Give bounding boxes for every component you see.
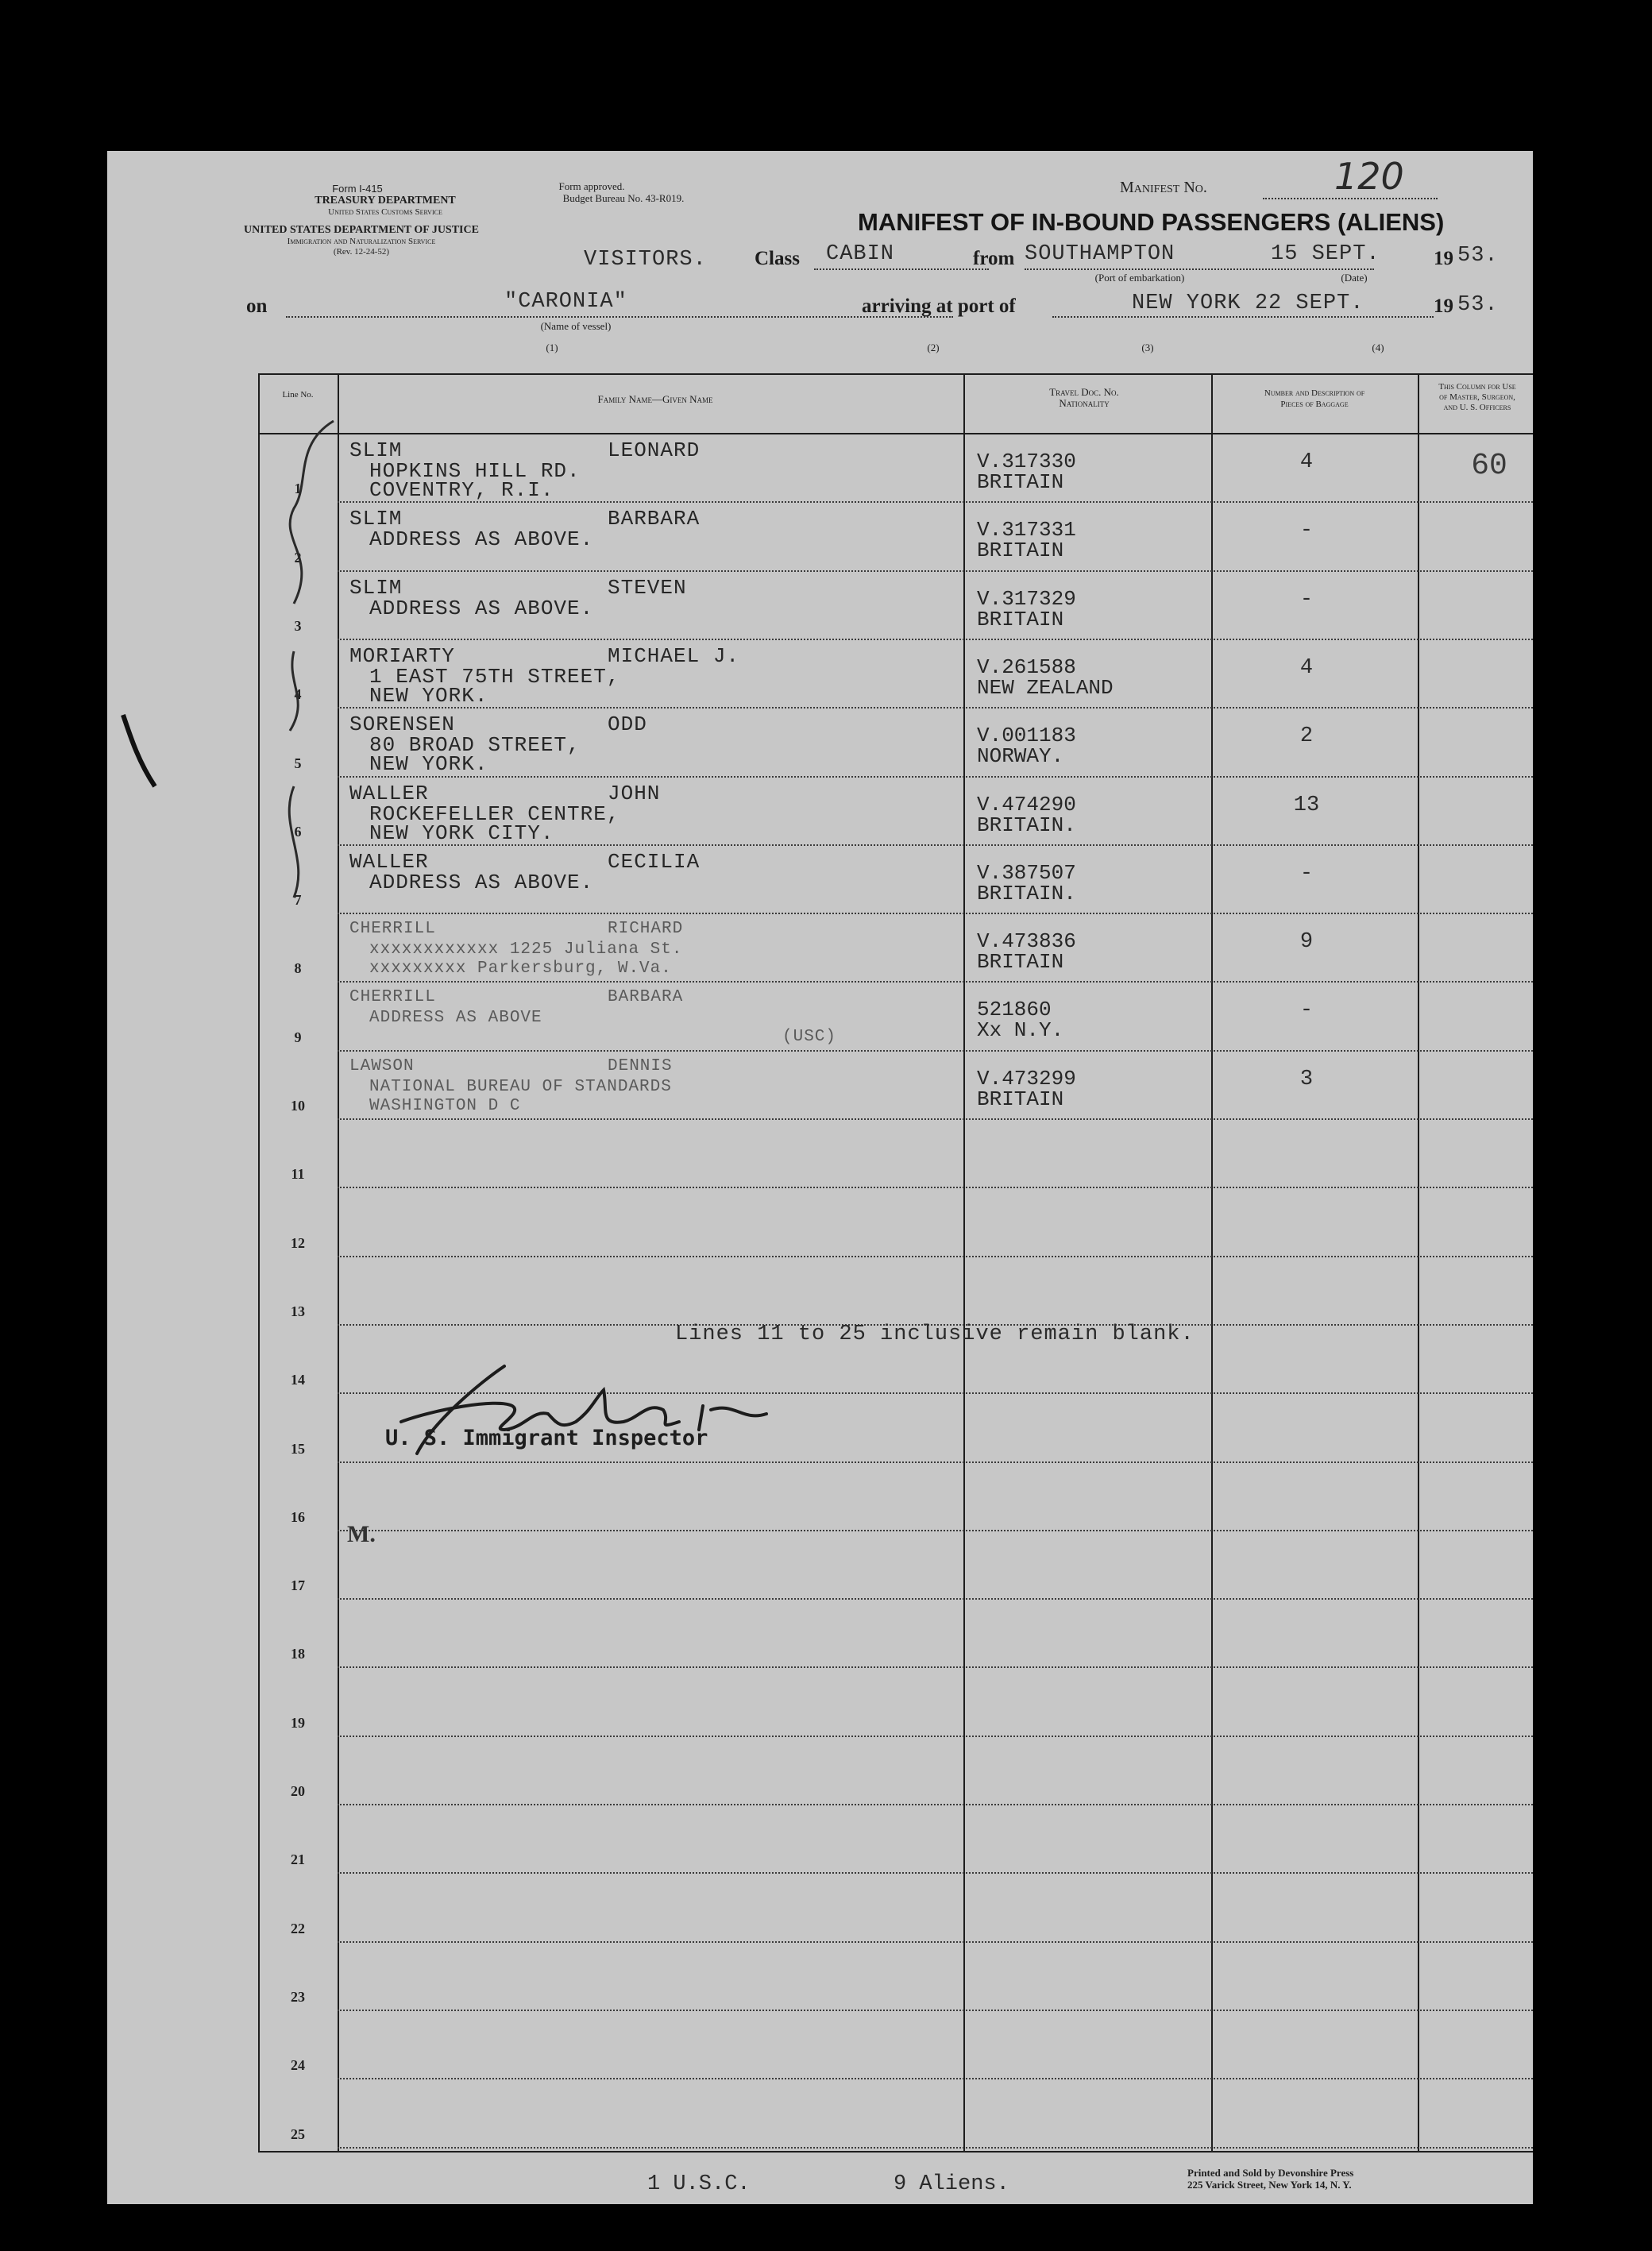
line-number: 13 — [291, 1303, 305, 1319]
citizenship-note: (USC) — [782, 1028, 837, 1047]
row-divider — [338, 1666, 1533, 1668]
travel-doc-number: V.387507 — [977, 860, 1076, 885]
passenger-address-2: xxxxxxxxx Parkersburg, W.Va. — [369, 959, 672, 979]
on-label: on — [246, 295, 268, 317]
passenger-address: 80 BROAD STREET, — [369, 733, 581, 758]
name-divider — [963, 373, 965, 2153]
justice-department: UNITED STATES DEPARTMENT OF JUSTICE — [244, 224, 479, 236]
form-revision: (Rev. 12-24-52) — [333, 247, 390, 257]
passenger-table — [258, 373, 1533, 2153]
passenger-address: ADDRESS AS ABOVE. — [369, 870, 594, 894]
row-divider — [338, 1256, 1533, 1257]
passenger-family-name: SLIM — [349, 575, 403, 600]
row-divider — [338, 776, 1533, 778]
row-divider — [338, 2010, 1533, 2011]
header-officials-2: of Master, Surgeon, — [1439, 392, 1515, 402]
line-number: 4 — [294, 686, 302, 703]
from-label: from — [973, 248, 1015, 269]
passenger-family-name: CHERRILL — [349, 920, 436, 939]
passenger-given-name: RICHARD — [608, 920, 684, 939]
column-number-4: (4) — [1372, 342, 1384, 353]
header-baggage: Number and Description of — [1264, 388, 1365, 398]
passenger-given-name: JOHN — [608, 781, 661, 805]
row-divider — [338, 1941, 1533, 1943]
passenger-address: ROCKEFELLER CENTRE, — [369, 801, 620, 826]
class-value: CABIN — [826, 242, 895, 266]
vessel-caption: (Name of vessel) — [540, 320, 612, 332]
line-number: 3 — [294, 617, 302, 634]
nationality: BRITAIN — [977, 607, 1064, 631]
passenger-given-name: CECILIA — [608, 849, 701, 874]
nationality: Xx N.Y. — [977, 1018, 1064, 1043]
passenger-family-name: WALLER — [349, 781, 429, 805]
table-left-border — [258, 373, 260, 2153]
manifest-label: Manifest No. — [1120, 179, 1207, 196]
footer-usc-count: 1 U.S.C. — [647, 2172, 751, 2196]
row-divider — [338, 2147, 1533, 2149]
passenger-address-2: NEW YORK. — [369, 683, 488, 708]
line-number: 14 — [291, 1372, 305, 1388]
travel-doc-number: V.317331 — [977, 518, 1076, 542]
official-use-mark: 60 — [1471, 449, 1507, 483]
row-divider — [338, 570, 1533, 572]
baggage-count: 3 — [1299, 1067, 1314, 1091]
budget-bureau: Budget Bureau No. 43-R019. — [562, 192, 685, 204]
row-divider — [338, 1050, 1533, 1052]
table-bottom-border — [258, 2151, 1533, 2153]
port-of-embarkation-caption: (Port of embarkation) — [1094, 272, 1185, 284]
line-number: 19 — [291, 1714, 305, 1731]
nationality: BRITAIN. — [977, 813, 1076, 837]
doc-divider — [1211, 373, 1213, 2153]
line-number: 8 — [294, 960, 302, 977]
printer-imprint: Printed and Sold by Devonshire Press — [1187, 2167, 1354, 2179]
line-number: 1 — [294, 481, 302, 497]
passenger-given-name: ODD — [608, 712, 647, 737]
header-officials: This Column for Use — [1438, 382, 1516, 392]
passenger-given-name: BARBARA — [608, 507, 701, 531]
form-approved: Form approved. — [558, 180, 625, 192]
baggage-count: - — [1299, 587, 1314, 612]
row-divider — [338, 1804, 1533, 1805]
travel-doc-number: 521860 — [977, 998, 1052, 1022]
nationality: NORWAY. — [977, 744, 1064, 769]
line-number: 5 — [294, 755, 302, 771]
nationality: BRITAIN — [977, 1087, 1064, 1111]
pen-mark — [107, 707, 171, 794]
class-label: Class — [755, 248, 800, 269]
travel-doc-number: V.473836 — [977, 929, 1076, 954]
line-number: 2 — [294, 549, 302, 566]
line-number: 12 — [291, 1234, 305, 1251]
table-header-border — [258, 433, 1533, 434]
passenger-family-name: SLIM — [349, 507, 403, 531]
travel-doc-number: V.261588 — [977, 654, 1076, 679]
passenger-given-name: DENNIS — [608, 1056, 673, 1075]
line-number: 7 — [294, 892, 302, 909]
date-caption: (Date) — [1341, 272, 1368, 284]
arriving-label: arriving at port of — [862, 295, 1016, 317]
class-underline — [814, 268, 989, 270]
passenger-family-name: MORIARTY — [349, 643, 455, 668]
arrival-port-date: NEW YORK 22 SEPT. — [1132, 292, 1364, 315]
header-name: Family Name—Given Name — [597, 393, 713, 405]
passenger-family-name: SLIM — [349, 438, 403, 462]
passenger-given-name: LEONARD — [608, 438, 701, 462]
passenger-address-2: COVENTRY, R.I. — [369, 478, 554, 502]
passenger-family-name: SORENSEN — [349, 712, 455, 737]
row-divider — [338, 1118, 1533, 1120]
nationality: BRITAIN. — [977, 881, 1076, 905]
printer-address: 225 Varick Street, New York 14, N. Y. — [1187, 2179, 1352, 2191]
blank-lines-note: Lines 11 to 25 inclusive remain blank. — [675, 1322, 1195, 1346]
header-line-no: Line No. — [282, 390, 314, 400]
customs-service: United States Customs Service — [328, 207, 442, 217]
passenger-family-name: CHERRILL — [349, 988, 436, 1007]
line-number: 10 — [291, 1098, 305, 1114]
footer-aliens-count: 9 Aliens. — [894, 2172, 1009, 2196]
row-divider — [338, 1736, 1533, 1737]
vessel-underline — [286, 316, 953, 318]
nationality: BRITAIN — [977, 539, 1064, 563]
baggage-count: 13 — [1293, 793, 1320, 817]
line-number: 23 — [291, 1988, 305, 2005]
line-number: 9 — [294, 1029, 302, 1045]
row-divider — [338, 1530, 1533, 1531]
passenger-address: ADDRESS AS ABOVE. — [369, 527, 594, 552]
passenger-address: ADDRESS AS ABOVE. — [369, 596, 594, 620]
travel-doc-number: V.474290 — [977, 792, 1076, 817]
vessel-name: "CARONIA" — [504, 290, 627, 314]
line-number: 17 — [291, 1577, 305, 1594]
manifest-number: 120 — [1334, 155, 1404, 198]
passenger-address-2: WASHINGTON D C — [369, 1096, 521, 1115]
baggage-divider — [1418, 373, 1419, 2153]
row-divider — [338, 2078, 1533, 2079]
row-divider — [338, 639, 1533, 640]
line14-mark: M. — [347, 1521, 376, 1547]
row-divider — [338, 1872, 1533, 1874]
baggage-count: 2 — [1299, 724, 1314, 749]
bracket-mark — [262, 413, 357, 905]
line-number: 20 — [291, 1783, 305, 1799]
nationality: NEW ZEALAND — [977, 675, 1114, 700]
table-top-border — [258, 373, 1533, 375]
line-number: 18 — [291, 1646, 305, 1662]
passenger-address: NATIONAL BUREAU OF STANDARDS — [369, 1077, 672, 1096]
travel-doc-number: V.001183 — [977, 724, 1076, 748]
nationality: BRITAIN — [977, 470, 1064, 494]
passenger-family-name: LAWSON — [349, 1056, 415, 1075]
passenger-given-name: BARBARA — [608, 988, 684, 1007]
baggage-count: 4 — [1299, 655, 1314, 680]
manifest-title: MANIFEST OF IN-BOUND PASSENGERS (ALIENS) — [858, 208, 1445, 236]
header-travel-doc: Travel Doc. No. — [1049, 386, 1119, 398]
year-prefix: 19 — [1434, 248, 1453, 269]
header-officials-3: and U. S. Officers — [1443, 403, 1511, 412]
depart-date: 15 SEPT. — [1271, 242, 1380, 266]
row-divider — [338, 1187, 1533, 1188]
arrival-year-prefix: 19 — [1434, 295, 1453, 317]
passenger-given-name: STEVEN — [608, 575, 687, 600]
passenger-family-name: WALLER — [349, 849, 429, 874]
form-number: Form I-415 — [332, 183, 383, 195]
from-value: SOUTHAMPTON — [1025, 242, 1175, 266]
line-number: 22 — [291, 1920, 305, 1936]
column-number-2: (2) — [927, 342, 940, 353]
line-number: 25 — [291, 2126, 305, 2142]
from-underline — [1025, 268, 1374, 270]
baggage-count: 9 — [1299, 930, 1314, 955]
baggage-count: 4 — [1299, 450, 1314, 474]
header-nationality: Nationality — [1059, 397, 1110, 409]
passenger-address: 1 EAST 75TH STREET, — [369, 664, 620, 689]
row-divider — [338, 1598, 1533, 1600]
line-number: 21 — [291, 1851, 305, 1868]
row-divider — [338, 913, 1533, 914]
line-number: 24 — [291, 2057, 305, 2074]
baggage-count: - — [1299, 861, 1314, 886]
row-divider — [338, 707, 1533, 709]
passenger-address-2: NEW YORK. — [369, 752, 488, 777]
passenger-address-2: NEW YORK CITY. — [369, 820, 554, 845]
column-number-1: (1) — [546, 342, 558, 353]
arrival-year: 53. — [1457, 293, 1499, 317]
line-number: 15 — [291, 1440, 305, 1457]
inspector-title: U. S. Immigrant Inspector — [385, 1426, 708, 1450]
row-divider — [338, 981, 1533, 983]
line-number: 16 — [291, 1508, 305, 1525]
visitors-label: VISITORS. — [584, 248, 707, 272]
header-baggage-2: Pieces of Baggage — [1280, 400, 1349, 409]
manifest-page — [107, 151, 1533, 2204]
arrival-underline — [1052, 316, 1434, 318]
line-number: 11 — [291, 1166, 305, 1183]
treasury-department: TREASURY DEPARTMENT — [315, 195, 456, 207]
travel-doc-number: V.317329 — [977, 586, 1076, 611]
baggage-count: - — [1299, 998, 1314, 1023]
passenger-address: xxxxxxxxxxxx 1225 Juliana St. — [369, 940, 683, 959]
column-number-3: (3) — [1141, 342, 1154, 353]
passenger-given-name: MICHAEL J. — [608, 643, 740, 668]
ins-service: Immigration and Naturalization Service — [287, 237, 436, 246]
baggage-count: - — [1299, 519, 1314, 543]
manifest-number-underline — [1263, 198, 1438, 199]
travel-doc-number: V.473299 — [977, 1066, 1076, 1091]
passenger-address: HOPKINS HILL RD. — [369, 459, 581, 483]
depart-year: 53. — [1457, 244, 1499, 268]
nationality: BRITAIN — [977, 950, 1064, 975]
passenger-address: ADDRESS AS ABOVE — [369, 1009, 542, 1028]
line-number: 6 — [294, 823, 302, 840]
travel-doc-number: V.317330 — [977, 450, 1076, 473]
